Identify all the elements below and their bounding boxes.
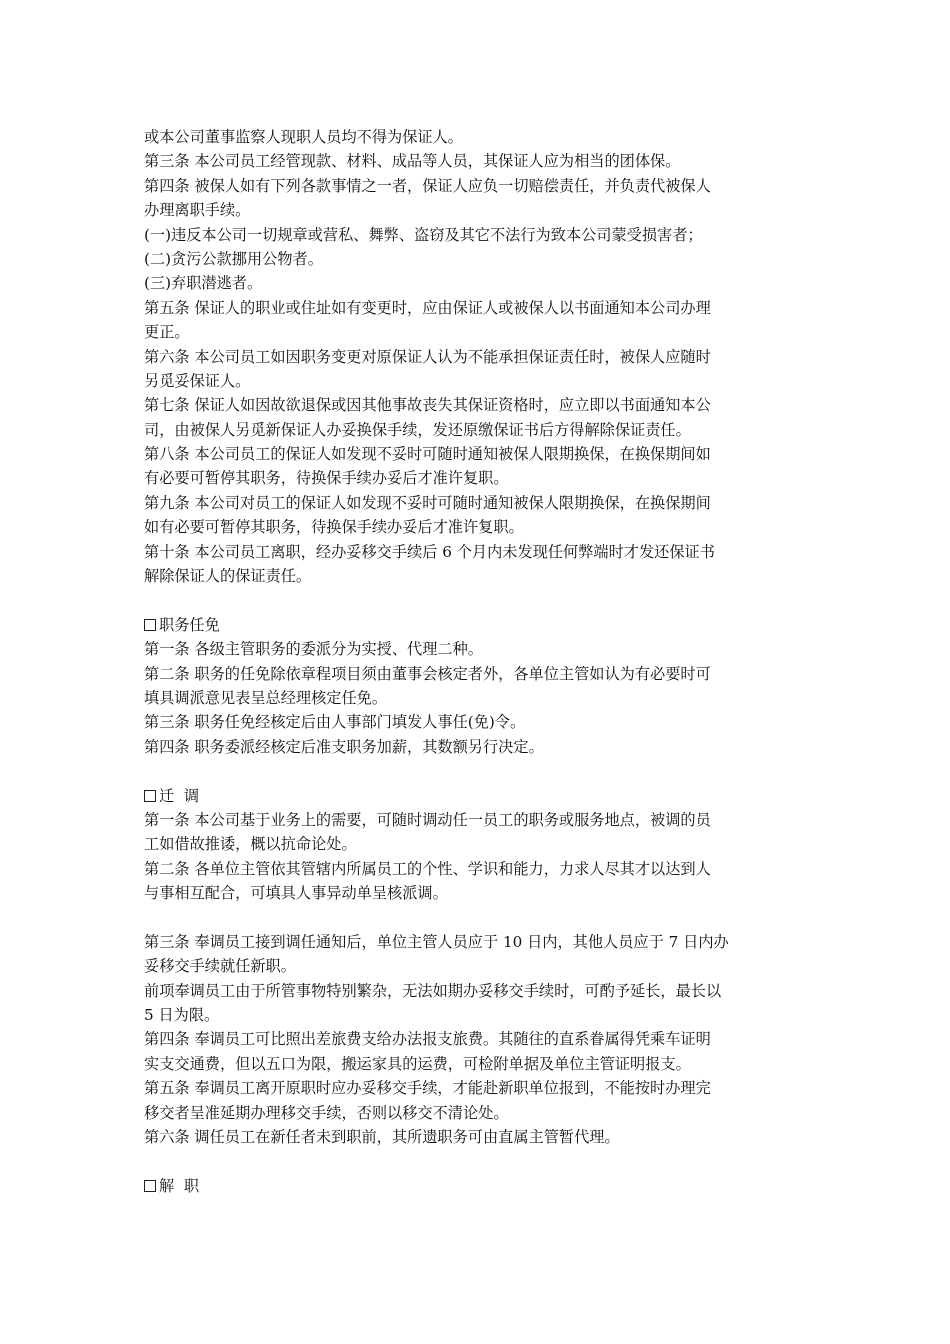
paragraph-line: 第十条 本公司员工离职，经办妥移交手续后 6 个月内未发现任何弊端时才发还保证书 [144,542,715,561]
paragraph-line: (二)贪污公款挪用公物者。 [144,249,323,268]
paragraph-line: 实支交通费，但以五口为限，搬运家具的运费，可检附单据及单位主管证明报支。 [144,1054,691,1073]
paragraph-line: 更正。 [144,323,190,342]
paragraph-line: 前项奉调员工由于所管事物特别繁杂，无法如期办妥移交手续时，可酌予延长，最长以 [144,981,722,1000]
paragraph-line: 有必要可暂停其职务，待换保手续办妥后才准许复职。 [144,469,509,488]
transfer-heading: 迁 调 [144,784,784,808]
paragraph-line: 另觅妥保证人。 [144,371,251,390]
paragraph-line: 如有必要可暂停其职务，待换保手续办妥后才准许复职。 [144,518,524,537]
paragraph-line: 第六条 本公司员工如因职务变更对原保证人认为不能承担保证责任时，被保人应随时 [144,347,711,366]
paragraph-line: 第六条 调任员工在新任者未到职前，其所遗职务可由直属主管暂代理。 [144,1128,620,1147]
checkbox-icon [144,619,156,631]
transfer-section-part-a [144,808,784,906]
paragraph-line: 第二条 各单位主管依其管辖内所属员工的个性、学识和能力，力求人尽其才以达到人 [144,859,711,878]
checkbox-icon [144,1180,156,1192]
paragraph-line: 填具调派意见表呈总经理核定任免。 [144,688,387,707]
guarantor-section [144,125,784,588]
paragraph-line: (一)违反本公司一切规章或营私、舞弊、盗窃及其它不法行为致本公司蒙受损害者； [144,225,703,244]
paragraph-line: 第四条 职务委派经核定后准支职务加薪，其数额另行决定。 [144,737,544,756]
transfer-section-part-b [144,930,784,1150]
paragraph-line: 或本公司董事监察人现职人员均不得为保证人。 [144,128,463,146]
paragraph-line: 第八条 本公司员工的保证人如发现不妥时可随时通知被保人限期换保，在换保期间如 [144,445,711,464]
paragraph-line: 移交者呈准延期办理移交手续，否则以移交不清论处。 [144,1103,509,1122]
paragraph-line: 工如借故推诿，概以抗命论处。 [144,835,357,854]
paragraph-line: 办理离职手续。 [144,201,251,220]
paragraph-line: 第五条 奉调员工离开原职时应办妥移交手续，才能赴新职单位报到，不能按时办理完 [144,1079,711,1098]
paragraph-line: 第九条 本公司对员工的保证人如发现不妥时可随时通知被保人限期换保，在换保期间 [144,493,711,512]
appointment-section [144,637,784,759]
paragraph-line: 妥移交手续就任新职。 [144,957,296,976]
spacer [144,1149,784,1173]
paragraph-line: (三)弃职潜逃者。 [144,274,263,293]
document-page [144,125,784,1198]
checkbox-icon [144,790,156,802]
paragraph-line: 第一条 本公司基于业务上的需要，可随时调动任一员工的职务或服务地点，被调的员 [144,810,711,829]
paragraph-line: 第五条 保证人的职业或住址如有变更时，应由保证人或被保人以书面通知本公司办理 [144,298,711,317]
paragraph-line: 第七条 保证人如因故欲退保或因其他事故丧失其保证资格时，应立即以书面通知本公 [144,396,711,415]
spacer [144,588,784,612]
spacer [144,906,784,930]
paragraph-line: 5 日为限。 [144,1006,220,1025]
paragraph-line: 第二条 职务的任免除依章程项目须由董事会核定者外，各单位主管如认为有必要时可 [144,664,711,683]
paragraph-line: 第四条 奉调员工可比照出差旅费支给办法报支旅费。其随往的直系眷属得凭乘车证明 [144,1030,711,1049]
paragraph-line: 司，由被保人另觅新保证人办妥换保手续，发还原缴保证书后方得解除保证责任。 [144,420,691,439]
paragraph-line: 第一条 各级主管职务的委派分为实授、代理二种。 [144,640,483,659]
paragraph-line: 与事相互配合，可填具人事异动单呈核派调。 [144,884,448,903]
paragraph-line: 解除保证人的保证责任。 [144,567,312,586]
paragraph-line: 第三条 职务任免经核定后由人事部门填发人事任(免)令。 [144,713,526,732]
appointment-heading: 职务任免 [144,613,784,637]
dismissal-heading: 解 职 [144,1174,784,1198]
spacer [144,759,784,783]
paragraph-line: 第四条 被保人如有下列各款事情之一者，保证人应负一切赔偿责任，并负责代被保人 [144,176,711,195]
paragraph-line: 第三条 奉调员工接到调任通知后，单位主管人员应于 10 日内，其他人员应于 7 日内办 [144,932,729,951]
paragraph-line: 第三条 本公司员工经管现款、材料、成品等人员，其保证人应为相当的团体保。 [144,152,681,171]
